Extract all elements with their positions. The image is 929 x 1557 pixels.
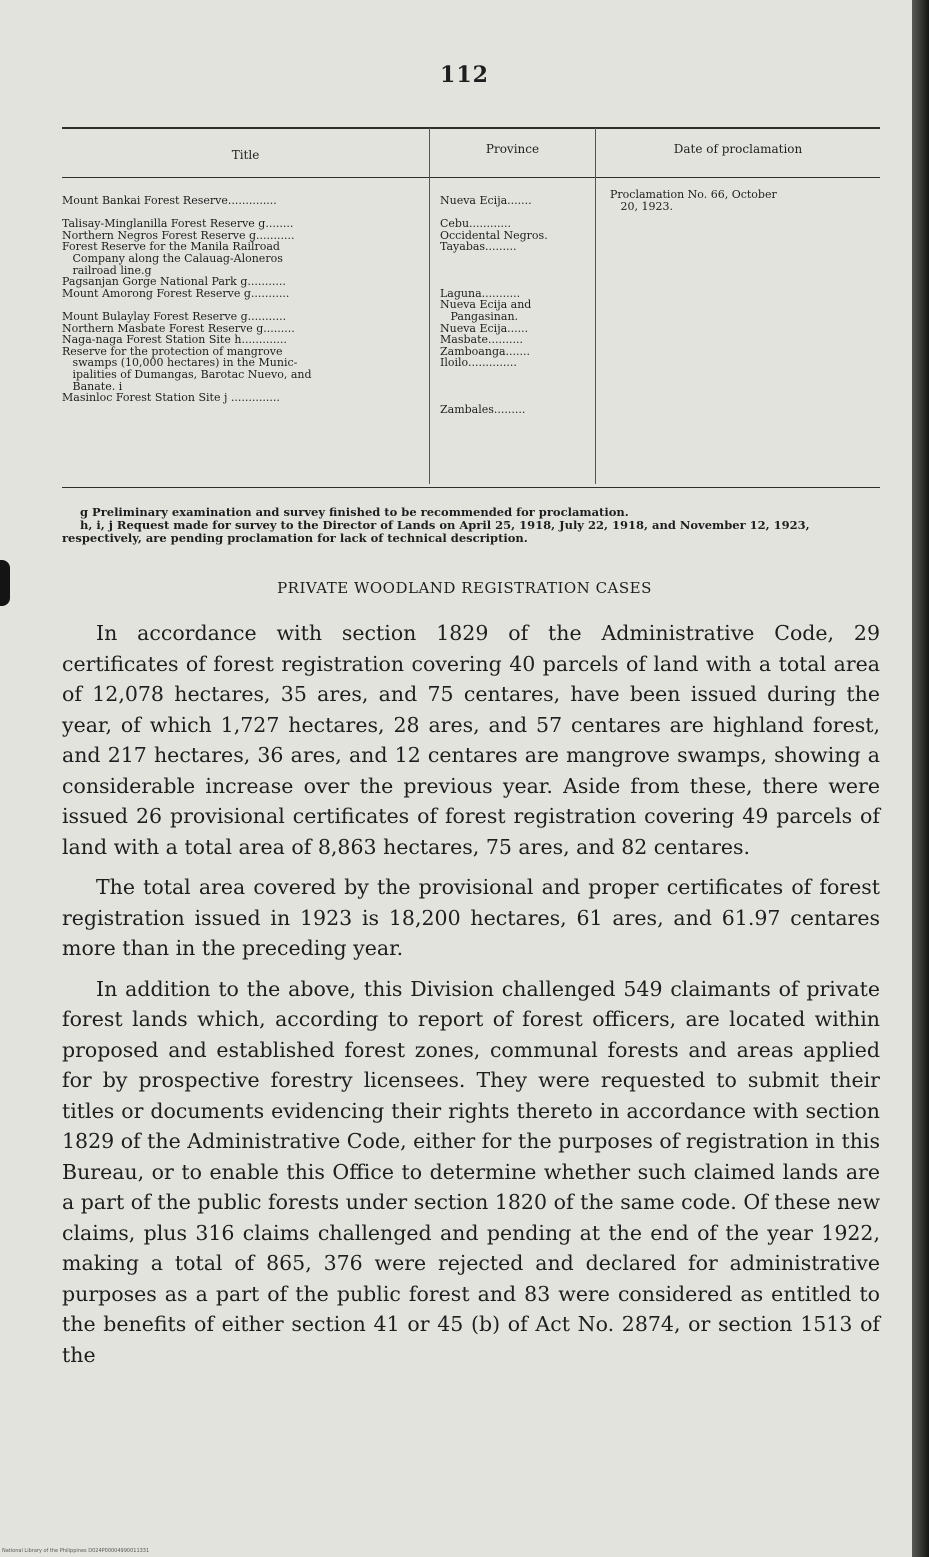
page-edge-shadow — [912, 0, 929, 1557]
section-heading: PRIVATE WOODLAND REGISTRATION CASES — [277, 579, 652, 597]
table-top-rule — [62, 127, 880, 129]
province-column-cell: Nueva Ecija....... Cebu............ Occidental Negros. Tayabas......... Laguna........... Nueva Ecija and Pangasinan. Nueva Ecija...... Masbate.......... Zamboanga....... Iloilo.............. Zambales......... — [440, 194, 548, 416]
paragraph: In addition to the above, this Division challenged 549 claimants of private forest lands which, according to report of forest officers, are located within proposed and established forest zones, communal forests and areas applied for by prospective forestry licensees. They were requested to submit their titles or documents evidencing their rights thereto in accordance with section 1829 of the Administrative Code, either for the purposes of registration in this Bureau, or to enable this Office to determine whether such claimed lands are a part of the public forests under section 1820 of the same code. Of these new claims, plus 316 claims challenged and pending at the end of the year 1922, making a total of 865, 376 were rejected and declared for administrative purposes as a part of the public forest and 83 were considered as entitled to the benefits of either section 41 or 45 (b) of Act No. 2874, or section 1513 of the — [62, 976, 880, 1367]
column-header-title: Title — [231, 148, 260, 162]
footnotes — [62, 506, 880, 545]
page-number: 112 — [440, 62, 489, 88]
title-column-cell: Mount Bankai Forest Reserve.............. Talisay-Minglanilla Forest Reserve g........ Northern Negros Forest Reserve g........... Forest Reserve for the Manila Railroad Company along the Calauag-Aloneros railroad line.g Pagsanjan Gorge National Park g........... Mount Amorong Forest Reserve g........... Mount Bulaylay Forest Reserve g........... Northern Masbate Forest Reserve g......... Naga-naga Forest Station Site h............. Reserve for the protection of mangrove swamps (10,000 hectares) in the Munic- ipalities of Dumangas, Barotac Nuevo, and Banate. i Masinloc Forest Station Site j .............. — [62, 194, 312, 405]
column-divider — [429, 128, 430, 484]
date-column-cell: Proclamation No. 66, October 20, 1923. — [610, 188, 777, 213]
table-bottom-rule — [62, 487, 880, 488]
paragraph: In accordance with section 1829 of the Administrative Code, 29 certificates of forest registration covering 40 parcels of land with a total area of 12,078 hectares, 35 ares, and 75 centares, have been issued during the year, of which 1,727 hectares, 28 ares, and 57 centares are highland forest, and 217 hectares, 36 ares, and 12 centares are mangrove swamps, showing a considerable increase over the previous year. Aside from these, there were issued 26 provisional certificates of forest registration covering 49 parcels of land with a total area of 8,863 hectares, 75 ares, and 82 centares. — [62, 621, 880, 859]
column-divider — [595, 128, 596, 484]
column-header-province: Province — [485, 142, 540, 156]
scan-stamp: National Library of the Philippines D024P00004990011331 — [2, 1548, 150, 1554]
table-header-rule — [62, 177, 880, 178]
footnote: g Preliminary examination and survey finished to be recommended for proclamation. — [80, 505, 629, 519]
body-text — [62, 618, 880, 1380]
column-header-date: Date of proclamation — [673, 142, 803, 156]
paragraph: The total area covered by the provisional and proper certificates of forest registration issued in 1923 is 18,200 hectares, 61 ares, and 61.97 centares more than in the preceding year. — [62, 875, 880, 960]
footnote: h, i, j Request made for survey to the Director of Lands on April 25, 1918, July 22, 1918, and November 12, 1923, respectively, are pending proclamation for lack of technical description. — [62, 518, 810, 545]
